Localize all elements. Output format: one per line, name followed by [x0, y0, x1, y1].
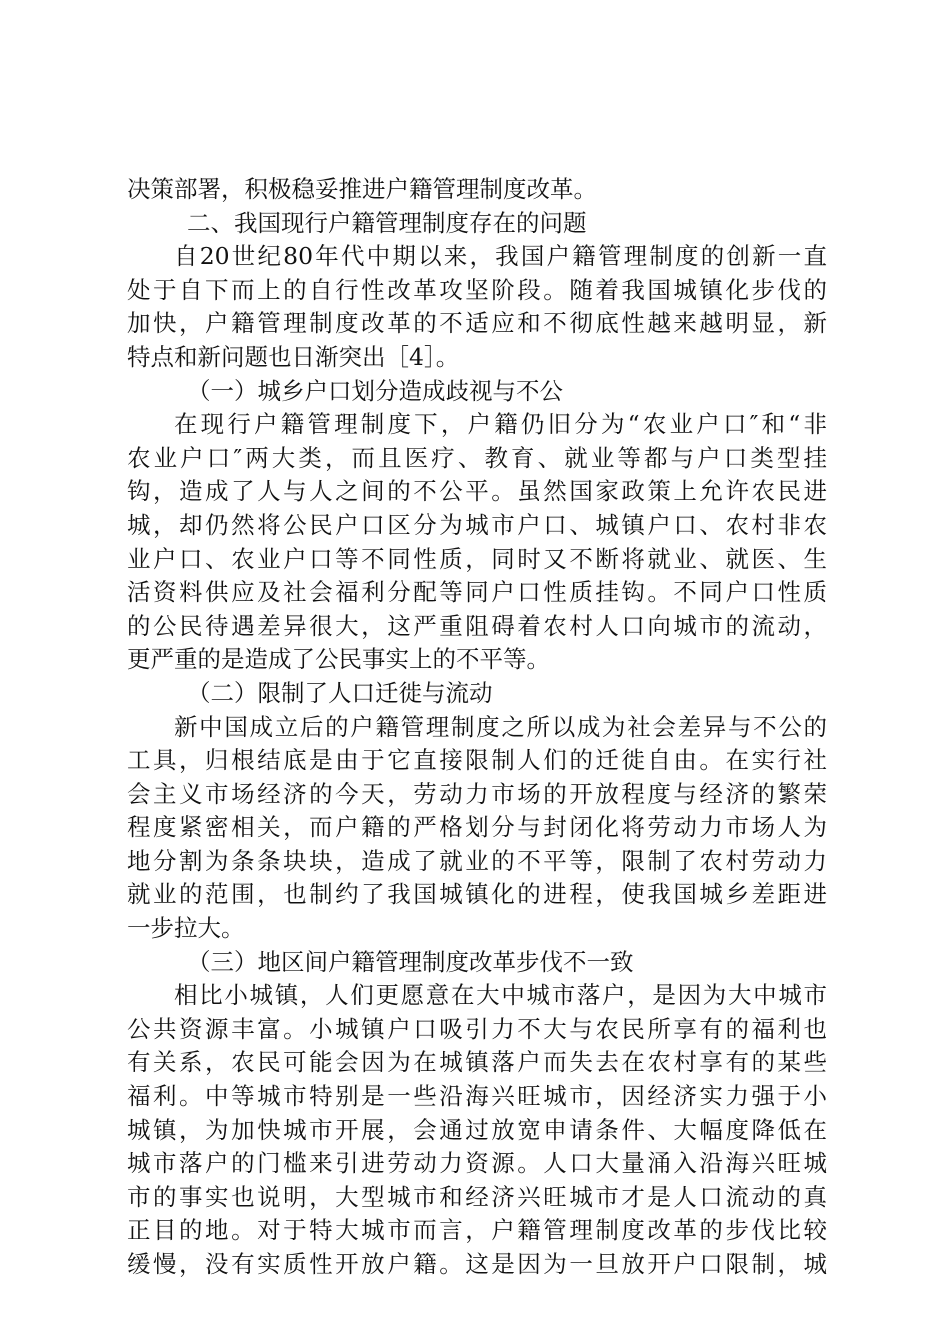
text-line: 缓慢，没有实质性开放户籍。这是因为一旦放开户口限制，城: [127, 1250, 827, 1278]
text-line: 地分割为条条块块，造成了就业的不平等，限制了农村劳动力: [127, 846, 827, 875]
text-line: 城镇，为加快城市开展，会通过放宽申请条件、大幅度降低在: [127, 1115, 827, 1144]
text-line: 处于自下而上的自行性改革攻坚阶段。随着我国城镇化步伐的: [127, 275, 827, 304]
text-line: 业户口、农业户口等不同性质，同时又不断将就业、就医、生: [127, 544, 827, 573]
text-line: 公共资源丰富。小城镇户口吸引力不大与农民所享有的福利也: [127, 1014, 827, 1043]
text-line: 福利。中等城市特别是一些沿海兴旺城市，因经济实力强于小: [127, 1082, 827, 1111]
text-line: 相比小城镇，人们更愿意在大中城市落户，是因为大中城市: [174, 981, 827, 1010]
text-line: 城市落户的门槛来引进劳动力资源。人口大量涌入沿海兴旺城: [127, 1149, 827, 1178]
text-line: 在现行户籍管理制度下，户籍仍旧分为“农业户口″和“非: [174, 410, 827, 439]
text-line: 正目的地。对于特大城市而言，户籍管理制度改革的步伐比较: [127, 1216, 827, 1245]
text-line: 自20世纪80年代中期以来，我国户籍管理制度的创新一直: [174, 242, 827, 271]
text-line: 的公民待遇差异很大，这严重阻碍着农村人口向城市的流动，: [127, 611, 827, 640]
text-line: 程度紧密相关，而户籍的严格划分与封闭化将劳动力市场人为: [127, 813, 827, 842]
text-line: 特点和新问题也日渐突出［4］。: [127, 342, 460, 371]
text-line: 加快，户籍管理制度改革的不适应和不彻底性越来越明显，新: [127, 309, 827, 338]
text-line: 有关系，农民可能会因为在城镇落户而失去在农村享有的某些: [127, 1048, 827, 1077]
text-line: 新中国成立后的户籍管理制度之所以成为社会差异与不公的: [174, 712, 827, 741]
text-line: 一步拉大。: [127, 914, 245, 943]
body-text: [127, 173, 827, 1282]
text-line: 城，却仍然将公民户口区分为城市户口、城镇户口、农村非农: [127, 510, 827, 539]
subsection-heading: （一）城乡户口划分造成歧视与不公: [187, 376, 563, 405]
text-line: 农业户口″两大类，而且医疗、教育、就业等都与户口类型挂: [127, 443, 827, 472]
section-heading: 二、我国现行户籍管理制度存在的问题: [187, 208, 587, 237]
subsection-heading: （三）地区间户籍管理制度改革步伐不一致: [187, 947, 634, 976]
text-line: 更严重的是造成了公民事实上的不平等。: [127, 645, 550, 674]
text-line: 活资料供应及社会福利分配等同户口性质挂钩。不同户口性质: [127, 578, 827, 607]
text-line: 市的事实也说明，大型城市和经济兴旺城市才是人口流动的真: [127, 1182, 827, 1211]
text-line: 会主义市场经济的今天，劳动力市场的开放程度与经济的繁荣: [127, 779, 827, 808]
text-line: 就业的范围，也制约了我国城镇化的进程，使我国城乡差距进: [127, 880, 827, 909]
text-line: 钩，造成了人与人之间的不公平。虽然国家政策上允许农民进: [127, 477, 827, 506]
text-line: 决策部署，积极稳妥推进户籍管理制度改革。: [127, 175, 597, 203]
text-line: 工具，归根结底是由于它直接限制人们的迁徙自由。在实行社: [127, 746, 827, 775]
subsection-heading: （二）限制了人口迁徙与流动: [187, 678, 493, 707]
